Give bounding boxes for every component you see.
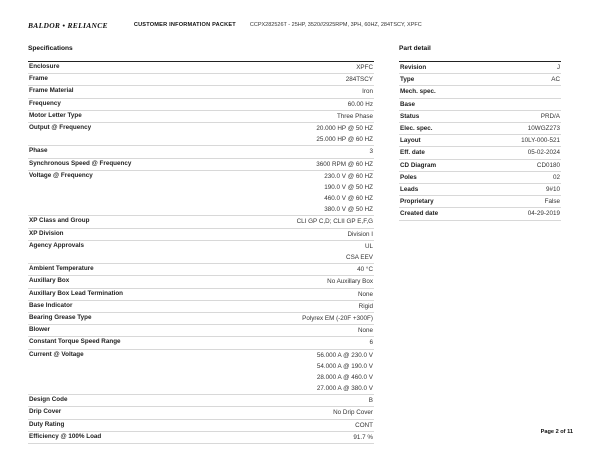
spec-row <box>28 325 374 337</box>
spec-value: Polyrex EM (-20F +300F) <box>302 314 373 322</box>
spec-label: Current @ Voltage <box>28 349 226 395</box>
part-label: Poles <box>399 171 479 183</box>
spec-row <box>28 349 374 395</box>
spec-value: XPFC <box>356 64 373 71</box>
part-value: False <box>479 196 561 208</box>
spec-value-cell <box>226 98 374 110</box>
spec-value-cell <box>226 86 374 98</box>
part-value: CD0180 <box>479 159 561 171</box>
spec-label: Drip Cover <box>28 407 226 419</box>
spec-label: Design Code <box>28 395 226 407</box>
spec-value: 28.000 A @ 460.0 V <box>316 373 373 381</box>
spec-label: Frame <box>28 74 226 86</box>
part-row <box>399 196 561 208</box>
spec-label: Base Indicator <box>28 300 226 312</box>
spec-value: Rigid <box>358 302 373 310</box>
spec-row <box>28 228 374 240</box>
part-label: Leads <box>399 184 479 196</box>
spec-row <box>28 419 374 431</box>
spec-label: XP Class and Group <box>28 216 226 228</box>
spec-value: 56.000 A @ 230.0 V <box>316 351 373 359</box>
spec-value-cell <box>226 288 374 300</box>
spec-value: No Auxillary Box <box>327 278 373 286</box>
part-label: Mech. spec. <box>399 86 479 98</box>
spec-value-cell <box>226 431 374 443</box>
spec-value-cell <box>226 158 374 170</box>
spec-label: Efficiency @ 100% Load <box>28 431 226 443</box>
part-value: 02 <box>479 171 561 183</box>
spec-value-cell <box>226 74 374 86</box>
spec-value: 380.0 V @ 50 HZ <box>324 206 373 214</box>
spec-label: XP Division <box>28 228 226 240</box>
spec-value: CSA EEV <box>346 254 373 261</box>
spec-row <box>28 170 374 216</box>
spec-value: 54.000 A @ 190.0 V <box>316 362 373 370</box>
part-value: 05-02-2024 <box>479 147 561 159</box>
spec-label: Duty Rating <box>28 419 226 431</box>
spec-row <box>28 240 374 263</box>
spec-label: Motor Letter Type <box>28 110 226 122</box>
catalog-description: CCPX282526T - 25HP, 3520//2925RPM, 3PH, 60HZ, 284TSCY, XPFC <box>249 22 422 28</box>
part-label: CD Diagram <box>399 159 479 171</box>
page-number: Page 2 of 11 <box>540 429 573 435</box>
part-value: PRD/A <box>479 110 561 122</box>
part-row <box>399 110 561 122</box>
spec-value: 25.000 HP @ 60 HZ <box>316 136 373 144</box>
spec-value: 284TSCY <box>345 76 373 84</box>
spec-label: Phase <box>28 146 226 158</box>
brand-logo: BALDOR • RELIANCE <box>28 20 108 30</box>
spec-label: Auxillary Box Lead Termination <box>28 288 226 300</box>
spec-value-cell <box>226 62 374 74</box>
packet-title: CUSTOMER INFORMATION PACKET <box>133 22 236 28</box>
spec-value-cell <box>226 419 374 431</box>
spec-value: 3 <box>369 148 373 156</box>
spec-label: Agency Approvals <box>28 240 226 263</box>
part-value <box>479 86 561 98</box>
part-row <box>399 74 561 86</box>
part-label: Eff. date <box>399 147 479 159</box>
spec-row <box>28 158 374 170</box>
part-value: AC <box>479 74 561 86</box>
spec-value: B <box>368 397 373 405</box>
spec-value: 460.0 V @ 60 HZ <box>324 195 373 203</box>
part-value: 10WGZ273 <box>479 123 561 135</box>
spec-value: 60.00 Hz <box>347 100 373 108</box>
spec-row <box>28 74 374 86</box>
spec-value-cell <box>226 110 374 122</box>
spec-label: Bearing Grease Type <box>28 312 226 324</box>
part-row <box>399 171 561 183</box>
spec-row <box>28 300 374 312</box>
spec-value-cell <box>226 395 374 407</box>
part-value: J <box>479 62 561 74</box>
part-row <box>399 184 561 196</box>
spec-value: Three Phase <box>336 112 373 120</box>
spec-row <box>28 110 374 122</box>
spec-value: UL <box>364 242 373 250</box>
specifications-title: Specifications <box>28 45 73 52</box>
spec-value-cell <box>226 228 374 240</box>
part-label: Layout <box>399 135 479 147</box>
part-row <box>399 135 561 147</box>
spec-row <box>28 62 374 74</box>
part-row <box>399 62 561 74</box>
part-label: Base <box>399 98 479 110</box>
spec-row <box>28 216 374 228</box>
part-value: 9#10 <box>479 184 561 196</box>
spec-value: None <box>357 290 373 298</box>
part-label: Proprietary <box>399 196 479 208</box>
part-label: Status <box>399 110 479 122</box>
spec-value: 3600 RPM @ 60 HZ <box>316 160 373 168</box>
spec-value-cell <box>226 407 374 419</box>
spec-value-cell <box>226 312 374 324</box>
spec-label: Frame Material <box>28 86 226 98</box>
spec-value: CONT <box>355 421 373 429</box>
part-row <box>399 147 561 159</box>
spec-value-cell <box>226 300 374 312</box>
spec-row <box>28 288 374 300</box>
spec-value: 190.0 V @ 50 HZ <box>324 183 373 191</box>
spec-value-cell <box>226 349 374 395</box>
part-row <box>399 208 561 220</box>
part-label: Elec. spec. <box>399 123 479 135</box>
spec-value-cell <box>226 170 374 216</box>
spec-label: Auxillary Box <box>28 276 226 288</box>
spec-value: Division I <box>347 230 373 238</box>
spec-label: Constant Torque Speed Range <box>28 337 226 349</box>
spec-label: Blower <box>28 325 226 337</box>
spec-value: 6 <box>369 339 373 347</box>
part-detail-title: Part detail <box>399 45 431 52</box>
spec-value: 20.000 HP @ 50 HZ <box>316 124 373 132</box>
spec-value: None <box>357 327 373 335</box>
part-value: 10LY-000-521 <box>479 135 561 147</box>
part-row <box>399 86 561 98</box>
spec-label: Synchronous Speed @ Frequency <box>28 158 226 170</box>
part-detail-table <box>399 61 561 221</box>
part-label: Type <box>399 74 479 86</box>
part-value <box>479 98 561 110</box>
spec-row <box>28 312 374 324</box>
spec-value-cell <box>226 216 374 228</box>
part-value: 04-29-2019 <box>479 208 561 220</box>
spec-row <box>28 264 374 276</box>
part-label: Revision <box>399 62 479 74</box>
spec-value: Iron <box>362 88 373 96</box>
spec-row <box>28 407 374 419</box>
spec-value: 91.7 % <box>353 433 373 441</box>
spec-row <box>28 122 374 145</box>
spec-value-cell <box>226 122 374 145</box>
spec-label: Voltage @ Frequency <box>28 170 226 216</box>
spec-row <box>28 431 374 443</box>
spec-value-cell <box>226 264 374 276</box>
spec-value: 230.0 V @ 60 HZ <box>324 172 373 180</box>
spec-value: No Drip Cover <box>333 409 373 417</box>
spec-value: 27.000 A @ 380.0 V <box>316 385 373 393</box>
spec-value: 40 °C <box>357 266 373 274</box>
part-row <box>399 123 561 135</box>
spec-label: Enclosure <box>28 62 226 74</box>
part-row <box>399 159 561 171</box>
spec-label: Ambient Temperature <box>28 264 226 276</box>
spec-row <box>28 395 374 407</box>
spec-value: CLI GP C,D; CLII GP E,F,G <box>296 218 373 226</box>
spec-row <box>28 146 374 158</box>
part-row <box>399 98 561 110</box>
spec-row <box>28 98 374 110</box>
spec-value-cell <box>226 325 374 337</box>
spec-value-cell <box>226 146 374 158</box>
spec-row <box>28 337 374 349</box>
spec-value-cell <box>226 240 374 263</box>
spec-row <box>28 86 374 98</box>
spec-value-cell <box>226 276 374 288</box>
spec-label: Output @ Frequency <box>28 122 226 145</box>
part-label: Created date <box>399 208 479 220</box>
spec-value-cell <box>226 337 374 349</box>
spec-label: Frequency <box>28 98 226 110</box>
page-header <box>28 18 580 32</box>
spec-row <box>28 276 374 288</box>
specifications-table <box>28 61 374 444</box>
